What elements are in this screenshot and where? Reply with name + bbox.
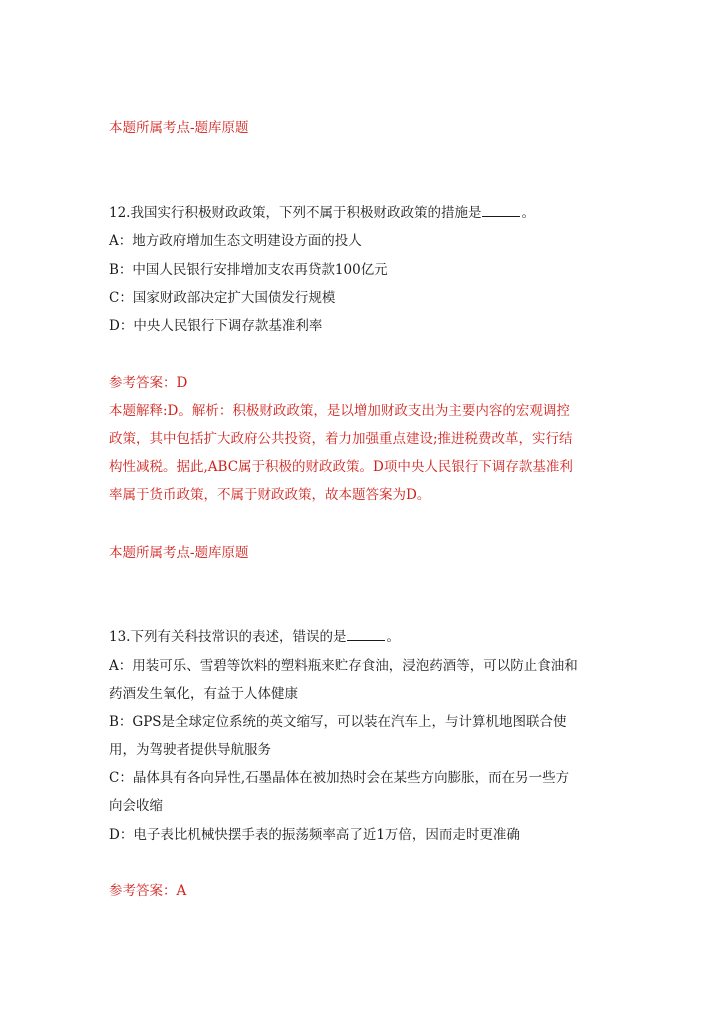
question-12-option-d: D：中央人民银行下调存款基准利率 <box>109 318 323 334</box>
question-13-option-a: A：用装可乐、雪碧等饮料的塑料瓶来贮存食油，浸泡药酒等，可以防止食油和 <box>109 658 578 674</box>
question-13-option-d: D：电子表比机械快摆手表的振荡频率高了近1万倍，因而走时更准确 <box>109 827 520 843</box>
answer-blank <box>347 628 385 641</box>
question-13-answer: 参考答案：A <box>109 883 187 899</box>
question-12-option-a: A：地方政府增加生态文明建设方面的投人 <box>109 233 362 249</box>
question-12-explanation-line: 本题解释:D。解析：积极财政政策，是以增加财政支出为主要内容的宏观调控 <box>109 403 570 419</box>
topic-source-note: 本题所属考点-题库原题 <box>109 545 249 561</box>
question-12-explanation-line: 构性减税。据此,ABC属于积极的财政政策。D项中央人民银行下调存款基准利 <box>109 459 573 475</box>
question-13-stem <box>109 627 400 647</box>
question-12-explanation-line: 率属于货币政策，不属于财政政策，故本题答案为D。 <box>109 487 431 503</box>
topic-source-note: 本题所属考点-题库原题 <box>109 120 249 136</box>
question-13-option-a-cont: 药酒发生氧化，有益于人体健康 <box>109 686 298 702</box>
question-12-option-b: B：中国人民银行安排增加支农再贷款100亿元 <box>109 262 388 278</box>
question-12-explanation-line: 政策，其中包括扩大政府公共投资，着力加强重点建设;推进税费改革，实行结 <box>109 431 573 447</box>
question-13-option-b-cont: 用，为驾驶者提供导航服务 <box>109 742 271 758</box>
question-stem-text: 13.下列有关科技常识的表述，错误的是 <box>109 629 347 645</box>
question-13-option-c-cont: 向会收缩 <box>109 798 163 814</box>
question-stem-end: 。 <box>386 629 400 645</box>
question-stem-text: 12.我国实行积极财政政策，下列不属于积极财政政策的措施是 <box>109 205 482 221</box>
question-13-option-c: C：晶体具有各向异性,石墨晶体在被加热时会在某些方向膨胀，而在另一些方 <box>109 770 570 786</box>
question-12-answer: 参考答案：D <box>109 375 188 391</box>
question-12-option-c: C：国家财政部决定扩大国债发行规模 <box>109 290 336 306</box>
question-stem-end: 。 <box>521 205 535 221</box>
question-13-option-b: B：GPS是全球定位系统的英文缩写，可以装在汽车上，与计算机地图联合使 <box>109 714 567 730</box>
answer-blank <box>482 204 520 217</box>
question-12-stem <box>109 203 535 223</box>
